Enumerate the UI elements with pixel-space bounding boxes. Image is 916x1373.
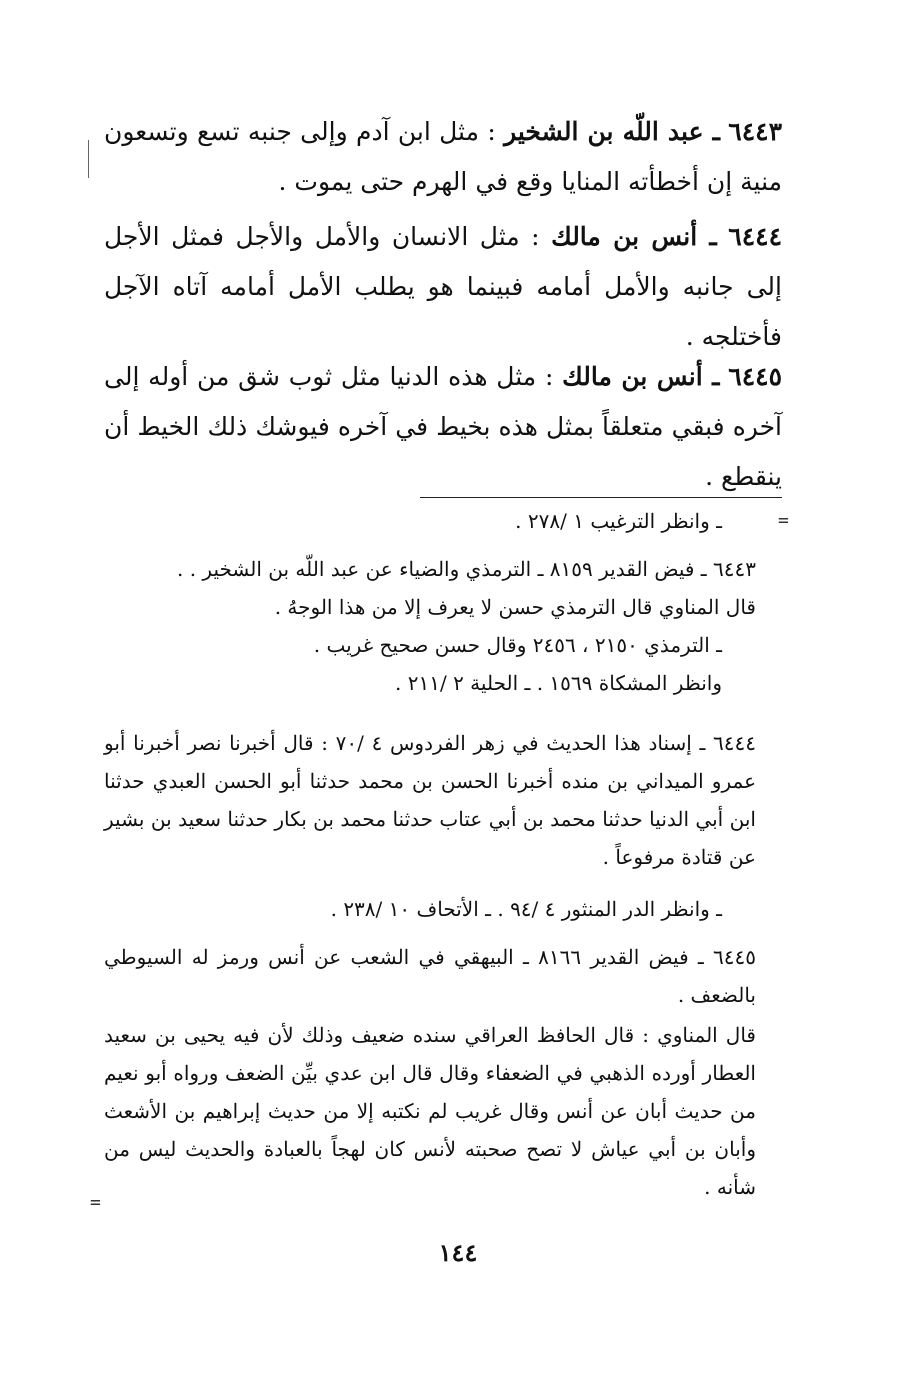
entry-number: ٦٤٤٣ xyxy=(728,117,782,146)
entry-text: مثل الانسان والأمل والأجل فمثل الأجل إلى جانبه والأمل أمامه فبينما هو يطلب الأمل أمامه آتاه الآجل فأختلجه . xyxy=(104,222,782,351)
footnote-6444-ref: ـ وانظر الدر المنثور ٤ /٩٤ . ـ الأتحاف ١٠ /٢٣٨ . xyxy=(330,897,722,921)
entry-text: مثل هذه الدنيا مثل ثوب شق من أوله إلى آخره فبقي متعلقاً بمثل هذه بخيط في آخره فيوشك ذلك الخيط أن ينقطع . xyxy=(104,362,782,491)
entry-number: ٦٤٤٥ xyxy=(728,362,783,391)
footnote-divider xyxy=(420,497,782,498)
margin-tick xyxy=(88,140,89,178)
footnote-continuation: ـ وانظر الترغيب ١ /٢٧٨ . xyxy=(515,509,722,533)
entry-6444: ٦٤٤٤ ـ أنس بن مالك : مثل الانسان والأمل والأجل فمثل الأجل إلى جانبه والأمل أمامه فبينما هو يطلب الأمل أمامه آتاه الآجل فأختلجه . xyxy=(104,222,782,351)
entry-text: مثل ابن آدم وإلى جنبه تسع وتسعون منية إن أخطأته المنايا وقع في الهرم حتى يموت . xyxy=(104,117,782,196)
footnote-6444: ٦٤٤٤ ـ إسناد هذا الحديث في زهر الفردوس ٤ /٧٠ : قال أخبرنا نصر أخبرنا أبو عمرو الميداني بن منده أخبرنا الحسن بن محمد حدثنا أبو الحسن العبدي حدثنا ابن أبي الدنيا حدثنا محمد بن أبي عتاب حدثنا محمد بن بكار حدثنا سعيد بن بشير عن قتادة مرفوعاً . xyxy=(104,731,756,869)
entry-number: ٦٤٤٤ xyxy=(728,222,782,251)
entry-narrator: أنس بن مالك xyxy=(562,362,703,391)
entry-6443: ٦٤٤٣ ـ عبد اللّه بن الشخير : مثل ابن آدم وإلى جنبه تسع وتسعون منية إن أخطأته المنايا وقع في الهرم حتى يموت . xyxy=(104,117,782,196)
entry-narrator: أنس بن مالك xyxy=(551,222,698,251)
footnote-6445-comment: قال المناوي : قال الحافظ العراقي سنده ضعيف وذلك لأن فيه يحيى بن سعيد العطار أورده الذهبي في الضعفاء وقال قال ابن عدي بيِّن الضعف ورواه أبو نعيم من حديث أبان عن أنس وقال غريب لم نكتبه إلا من حديث إبراهيم بن الأشعث وأبان بن أبي عياش لا تصح صحبته لأنس كان لهجاً بالعبادة والحديث ليس من شأنه . xyxy=(104,1023,756,1199)
continuation-mark: = xyxy=(778,510,789,531)
end-continuation-mark: = xyxy=(90,1192,101,1213)
entry-6445: ٦٤٤٥ ـ أنس بن مالك : مثل هذه الدنيا مثل ثوب شق من أوله إلى آخره فبقي متعلقاً بمثل هذه بخيط في آخره فيوشك ذلك الخيط أن ينقطع . xyxy=(104,362,783,491)
entry-narrator: عبد اللّه بن الشخير xyxy=(504,117,704,146)
footnote-6443: ٦٤٤٣ ـ فيض القدير ٨١٥٩ ـ الترمذي والضياء عن عبد اللّه بن الشخير . . قال المناوي قال الترمذي حسن لا يعرف إلا من هذا الوجهُ . ـ الترمذي ٢١٥٠ ، ٢٤٥٦ وقال حسن صحيح غريب . وانظر المشكاة ١٥٦٩ . ـ الحلية ٢ /٢١١ . xyxy=(176,557,756,695)
footnote-6445: ٦٤٤٥ ـ فيض القدير ٨١٦٦ ـ البيهقي في الشعب عن أنس ورمز له السيوطي بالضعف . xyxy=(104,945,757,1007)
page-number: ١٤٤ xyxy=(438,1238,478,1267)
